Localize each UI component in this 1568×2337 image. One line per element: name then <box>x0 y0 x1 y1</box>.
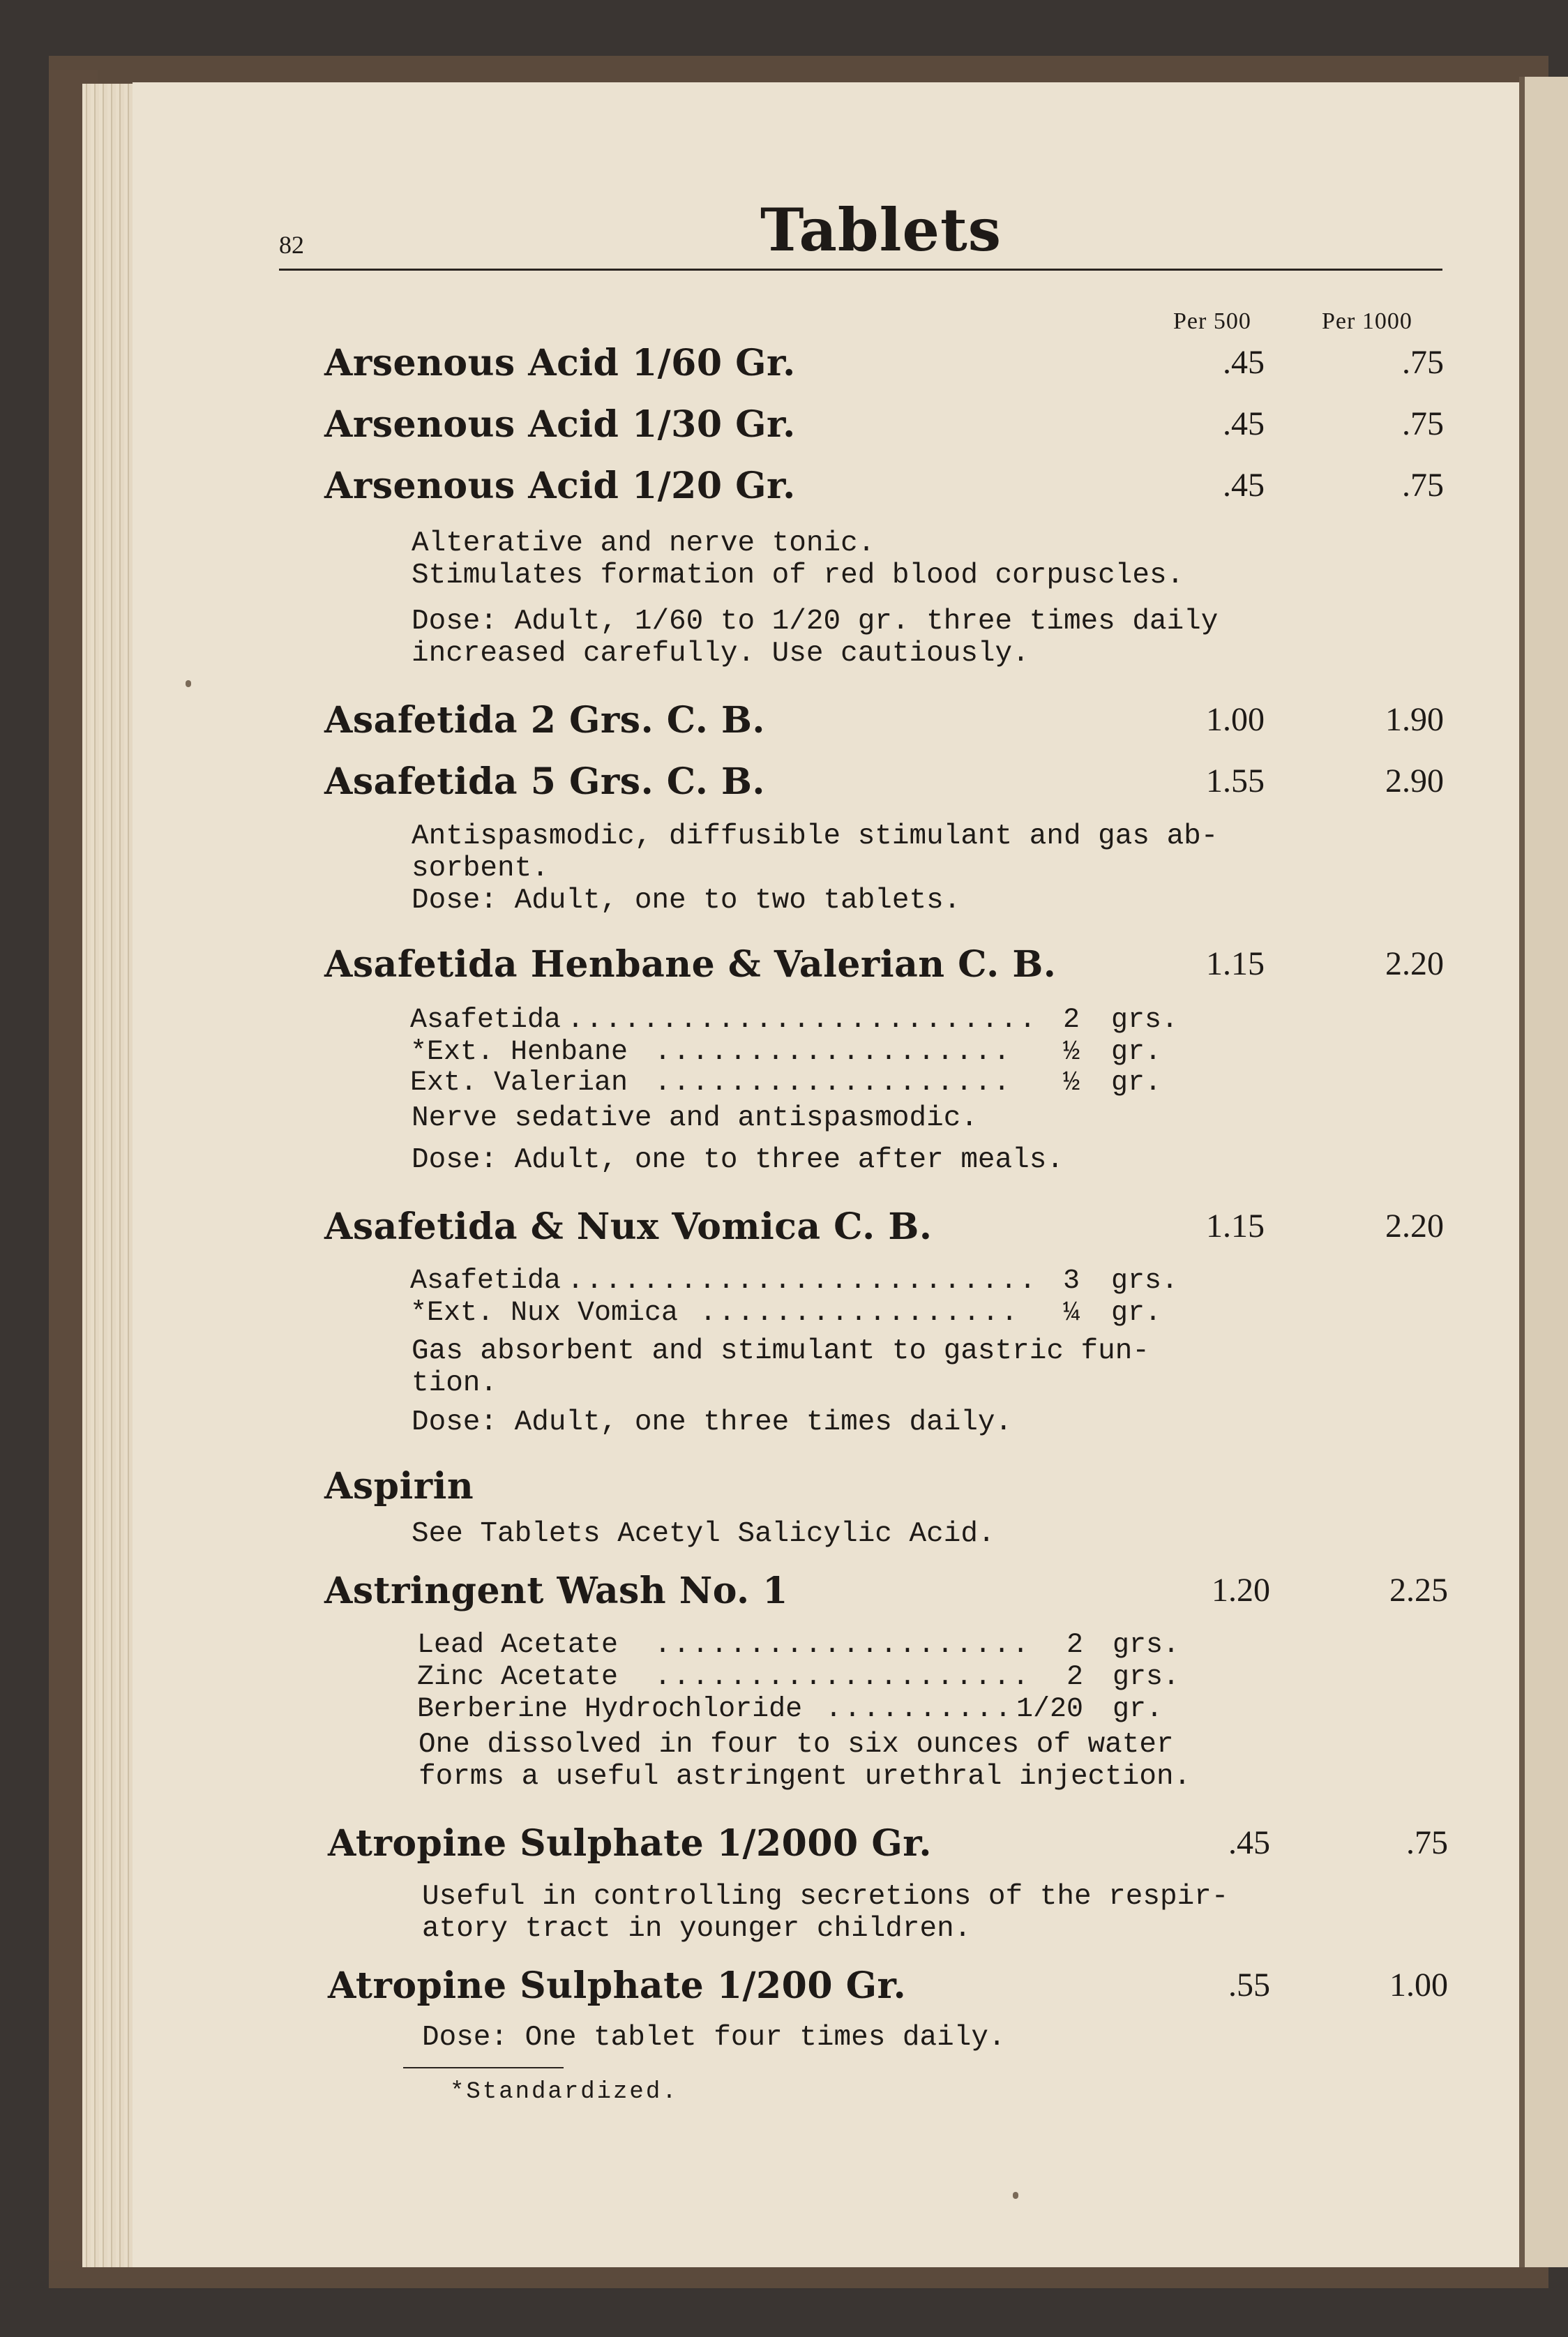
entry-description: Useful in controlling secretions of the respir- <box>422 1881 1229 1913</box>
price-per-500: 1.15 <box>1206 945 1265 982</box>
entry-dose: Dose: Adult, 1/60 to 1/20 gr. three times daily <box>412 606 1219 638</box>
entry-name: Asafetida Henbane & Valerian C. B. <box>324 943 1057 986</box>
footnote: *Standardized. <box>450 2079 679 2105</box>
price-per-1000: .75 <box>1406 1824 1448 1861</box>
ingredient-name: *Ext. Henbane <box>410 1037 628 1068</box>
ingredient-name: Lead Acetate <box>417 1630 619 1661</box>
ingredient-unit: gr. <box>1111 1037 1162 1068</box>
price-per-1000: 2.20 <box>1385 1208 1444 1245</box>
page-number: 82 <box>279 231 304 259</box>
column-header-per-1000: Per 1000 <box>1322 308 1412 334</box>
entry-description: Gas absorbent and stimulant to gastric fun- <box>412 1335 1149 1367</box>
price-per-500: 1.55 <box>1206 762 1265 799</box>
ingredient-quantity: ½ <box>1062 1037 1080 1068</box>
price-per-1000: .75 <box>1402 467 1444 504</box>
entry-name: Astringent Wash No. 1 <box>324 1570 788 1612</box>
price-per-500: 1.15 <box>1206 1208 1265 1245</box>
ingredient-unit: grs. <box>1113 1662 1180 1693</box>
ingredient-unit: grs. <box>1111 1005 1179 1036</box>
page-title: Tablets <box>760 195 1002 264</box>
entry-description: Stimulates formation of red blood corpuscles. <box>412 559 1184 592</box>
entry-name: Atropine Sulphate 1/200 Gr. <box>328 1964 907 2007</box>
entry-name: Aspirin <box>324 1465 474 1508</box>
entry-description: sorbent. <box>412 852 549 885</box>
entry-dose: Dose: Adult, one three times daily. <box>412 1406 1013 1438</box>
ingredient-name: Asafetida <box>410 1265 561 1297</box>
entry-description: atory tract in younger children. <box>422 1913 972 1945</box>
entry-name: Arsenous Acid 1/60 Gr. <box>324 342 796 384</box>
entry-name: Arsenous Acid 1/30 Gr. <box>324 403 796 446</box>
ingredient-name: Berberine Hydrochloride <box>417 1694 803 1725</box>
ingredient-quantity: 1/20 <box>1016 1694 1083 1725</box>
entry-name: Arsenous Acid 1/20 Gr. <box>324 465 796 507</box>
entry-name: Asafetida 5 Grs. C. B. <box>324 760 766 803</box>
ingredient-unit: grs. <box>1111 1265 1179 1297</box>
ingredient-quantity: 3 <box>1062 1265 1080 1297</box>
ingredient-unit: gr. <box>1113 1694 1163 1725</box>
price-per-1000: 2.20 <box>1385 945 1444 982</box>
leader-dots: ......................... <box>567 1265 1039 1297</box>
ingredient-quantity: ¼ <box>1062 1298 1080 1329</box>
price-per-500: .45 <box>1223 344 1265 381</box>
leader-dots: ................... <box>654 1067 1013 1099</box>
ingredient-unit: gr. <box>1111 1067 1162 1099</box>
ingredient-quantity: 2 <box>1066 1630 1083 1661</box>
ingredient-name: Ext. Valerian <box>410 1067 628 1099</box>
ingredient-unit: gr. <box>1111 1298 1162 1329</box>
entry-description: Nerve sedative and antispasmodic. <box>412 1102 978 1134</box>
footnote-rule <box>403 2067 564 2068</box>
ingredient-quantity: 2 <box>1066 1662 1083 1693</box>
leader-dots: .......... <box>825 1694 1014 1725</box>
price-per-500: .45 <box>1223 467 1265 504</box>
entry-name: Atropine Sulphate 1/2000 Gr. <box>328 1822 932 1865</box>
paper-speck <box>1013 2192 1018 2199</box>
entry-description: Alterative and nerve tonic. <box>412 527 875 559</box>
ingredient-name: *Ext. Nux Vomica <box>410 1298 679 1329</box>
entry-cross-reference: See Tablets Acetyl Salicylic Acid. <box>412 1518 995 1550</box>
ingredient-quantity: 2 <box>1062 1005 1080 1036</box>
entry-dose: Dose: Adult, one to two tablets. <box>412 885 961 917</box>
price-per-1000: 1.00 <box>1389 1967 1448 2004</box>
entry-description: forms a useful astringent urethral injection. <box>419 1761 1191 1793</box>
entry-dose: Dose: One tablet four times daily. <box>422 2022 1006 2054</box>
entry-dose: Dose: Adult, one to three after meals. <box>412 1144 1064 1176</box>
leader-dots: ................. <box>700 1298 1020 1329</box>
entry-description: Antispasmodic, diffusible stimulant and gas ab- <box>412 820 1219 852</box>
leader-dots: ......................... <box>567 1005 1039 1036</box>
price-per-500: .55 <box>1228 1967 1270 2004</box>
price-per-500: 1.20 <box>1212 1572 1270 1609</box>
ingredient-unit: grs. <box>1113 1630 1180 1661</box>
entry-dose: increased carefully. Use cautiously. <box>412 638 1030 670</box>
ingredient-name: Asafetida <box>410 1005 561 1036</box>
entry-description: tion. <box>412 1367 498 1399</box>
ingredient-name: Zinc Acetate <box>417 1662 619 1693</box>
leader-dots: ................... <box>654 1037 1013 1068</box>
price-per-500: 1.00 <box>1206 701 1265 738</box>
entry-description: One dissolved in four to six ounces of water <box>419 1729 1174 1761</box>
column-header-per-500: Per 500 <box>1173 308 1251 334</box>
ingredient-quantity: ½ <box>1062 1067 1080 1099</box>
entry-name: Asafetida & Nux Vomica C. B. <box>324 1205 933 1248</box>
title-rule <box>279 269 1442 271</box>
price-per-1000: 2.25 <box>1389 1572 1448 1609</box>
price-per-1000: 2.90 <box>1385 762 1444 799</box>
price-per-1000: .75 <box>1402 405 1444 442</box>
leader-dots: .................... <box>654 1662 1032 1693</box>
price-per-1000: .75 <box>1402 344 1444 381</box>
price-per-500: .45 <box>1223 405 1265 442</box>
paper-speck <box>186 680 191 687</box>
entry-name: Asafetida 2 Grs. C. B. <box>324 699 766 742</box>
price-per-500: .45 <box>1228 1824 1270 1861</box>
leader-dots: .................... <box>654 1630 1032 1661</box>
price-per-1000: 1.90 <box>1385 701 1444 738</box>
